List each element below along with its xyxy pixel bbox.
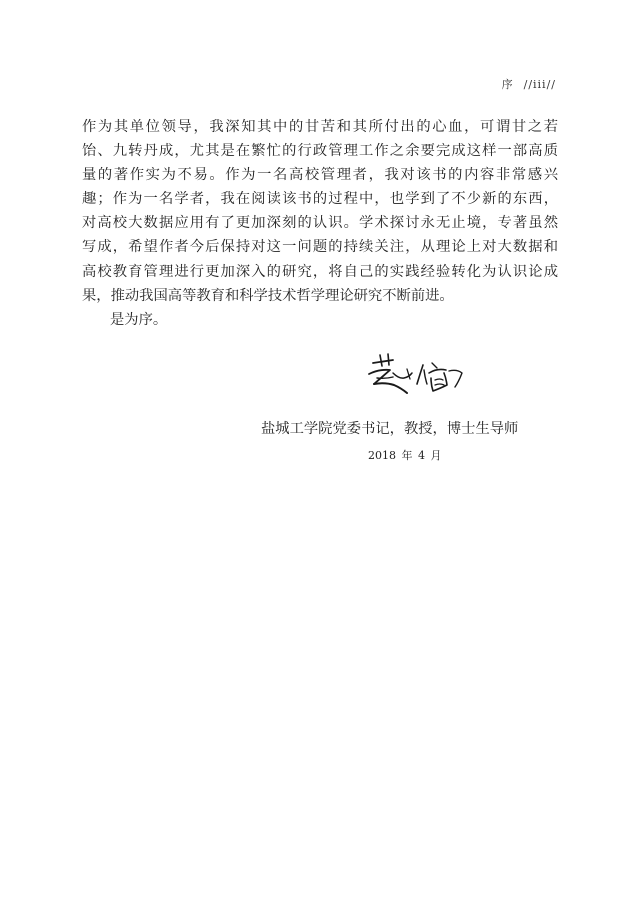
closing-line: 是为序。	[110, 311, 168, 328]
header-page-number: //iii//	[523, 78, 556, 91]
body-line: 饴、九转丹成，尤其是在繁忙的行政管理工作之余要完成这样一部高质	[82, 143, 558, 160]
body-line: 作为其单位领导，我深知其中的甘苦和其所付出的心血，可谓甘之若	[82, 119, 558, 135]
body-line: 量的著作实为不易。作为一名高校管理者，我对该书的内容非常感兴	[82, 167, 558, 184]
running-header	[502, 76, 556, 92]
body-line: 趣；作为一名学者，我在阅读该书的过程中，也学到了不少新的东西，	[82, 191, 558, 208]
body-line: 对高校大数据应用有了更加深刻的认识。学术探讨永无止境，专著虽然	[82, 215, 558, 232]
signer-title: 盐城工学院党委书记，教授，博士生导师	[261, 421, 519, 437]
signature-date: 2018 年 4 月	[368, 449, 442, 462]
body-line: 果，推动我国高等教育和科学技术哲学理论研究不断前进。	[82, 287, 454, 304]
preface-body	[82, 115, 558, 332]
body-line: 高校教育管理进行更加深入的研究，将自己的实践经验转化为认识论成	[82, 263, 558, 280]
body-line: 写成，希望作者今后保持对这一问题的持续关注，从理论上对大数据和	[82, 239, 558, 256]
handwritten-signature	[363, 352, 481, 398]
header-section-title: 序	[501, 78, 514, 91]
